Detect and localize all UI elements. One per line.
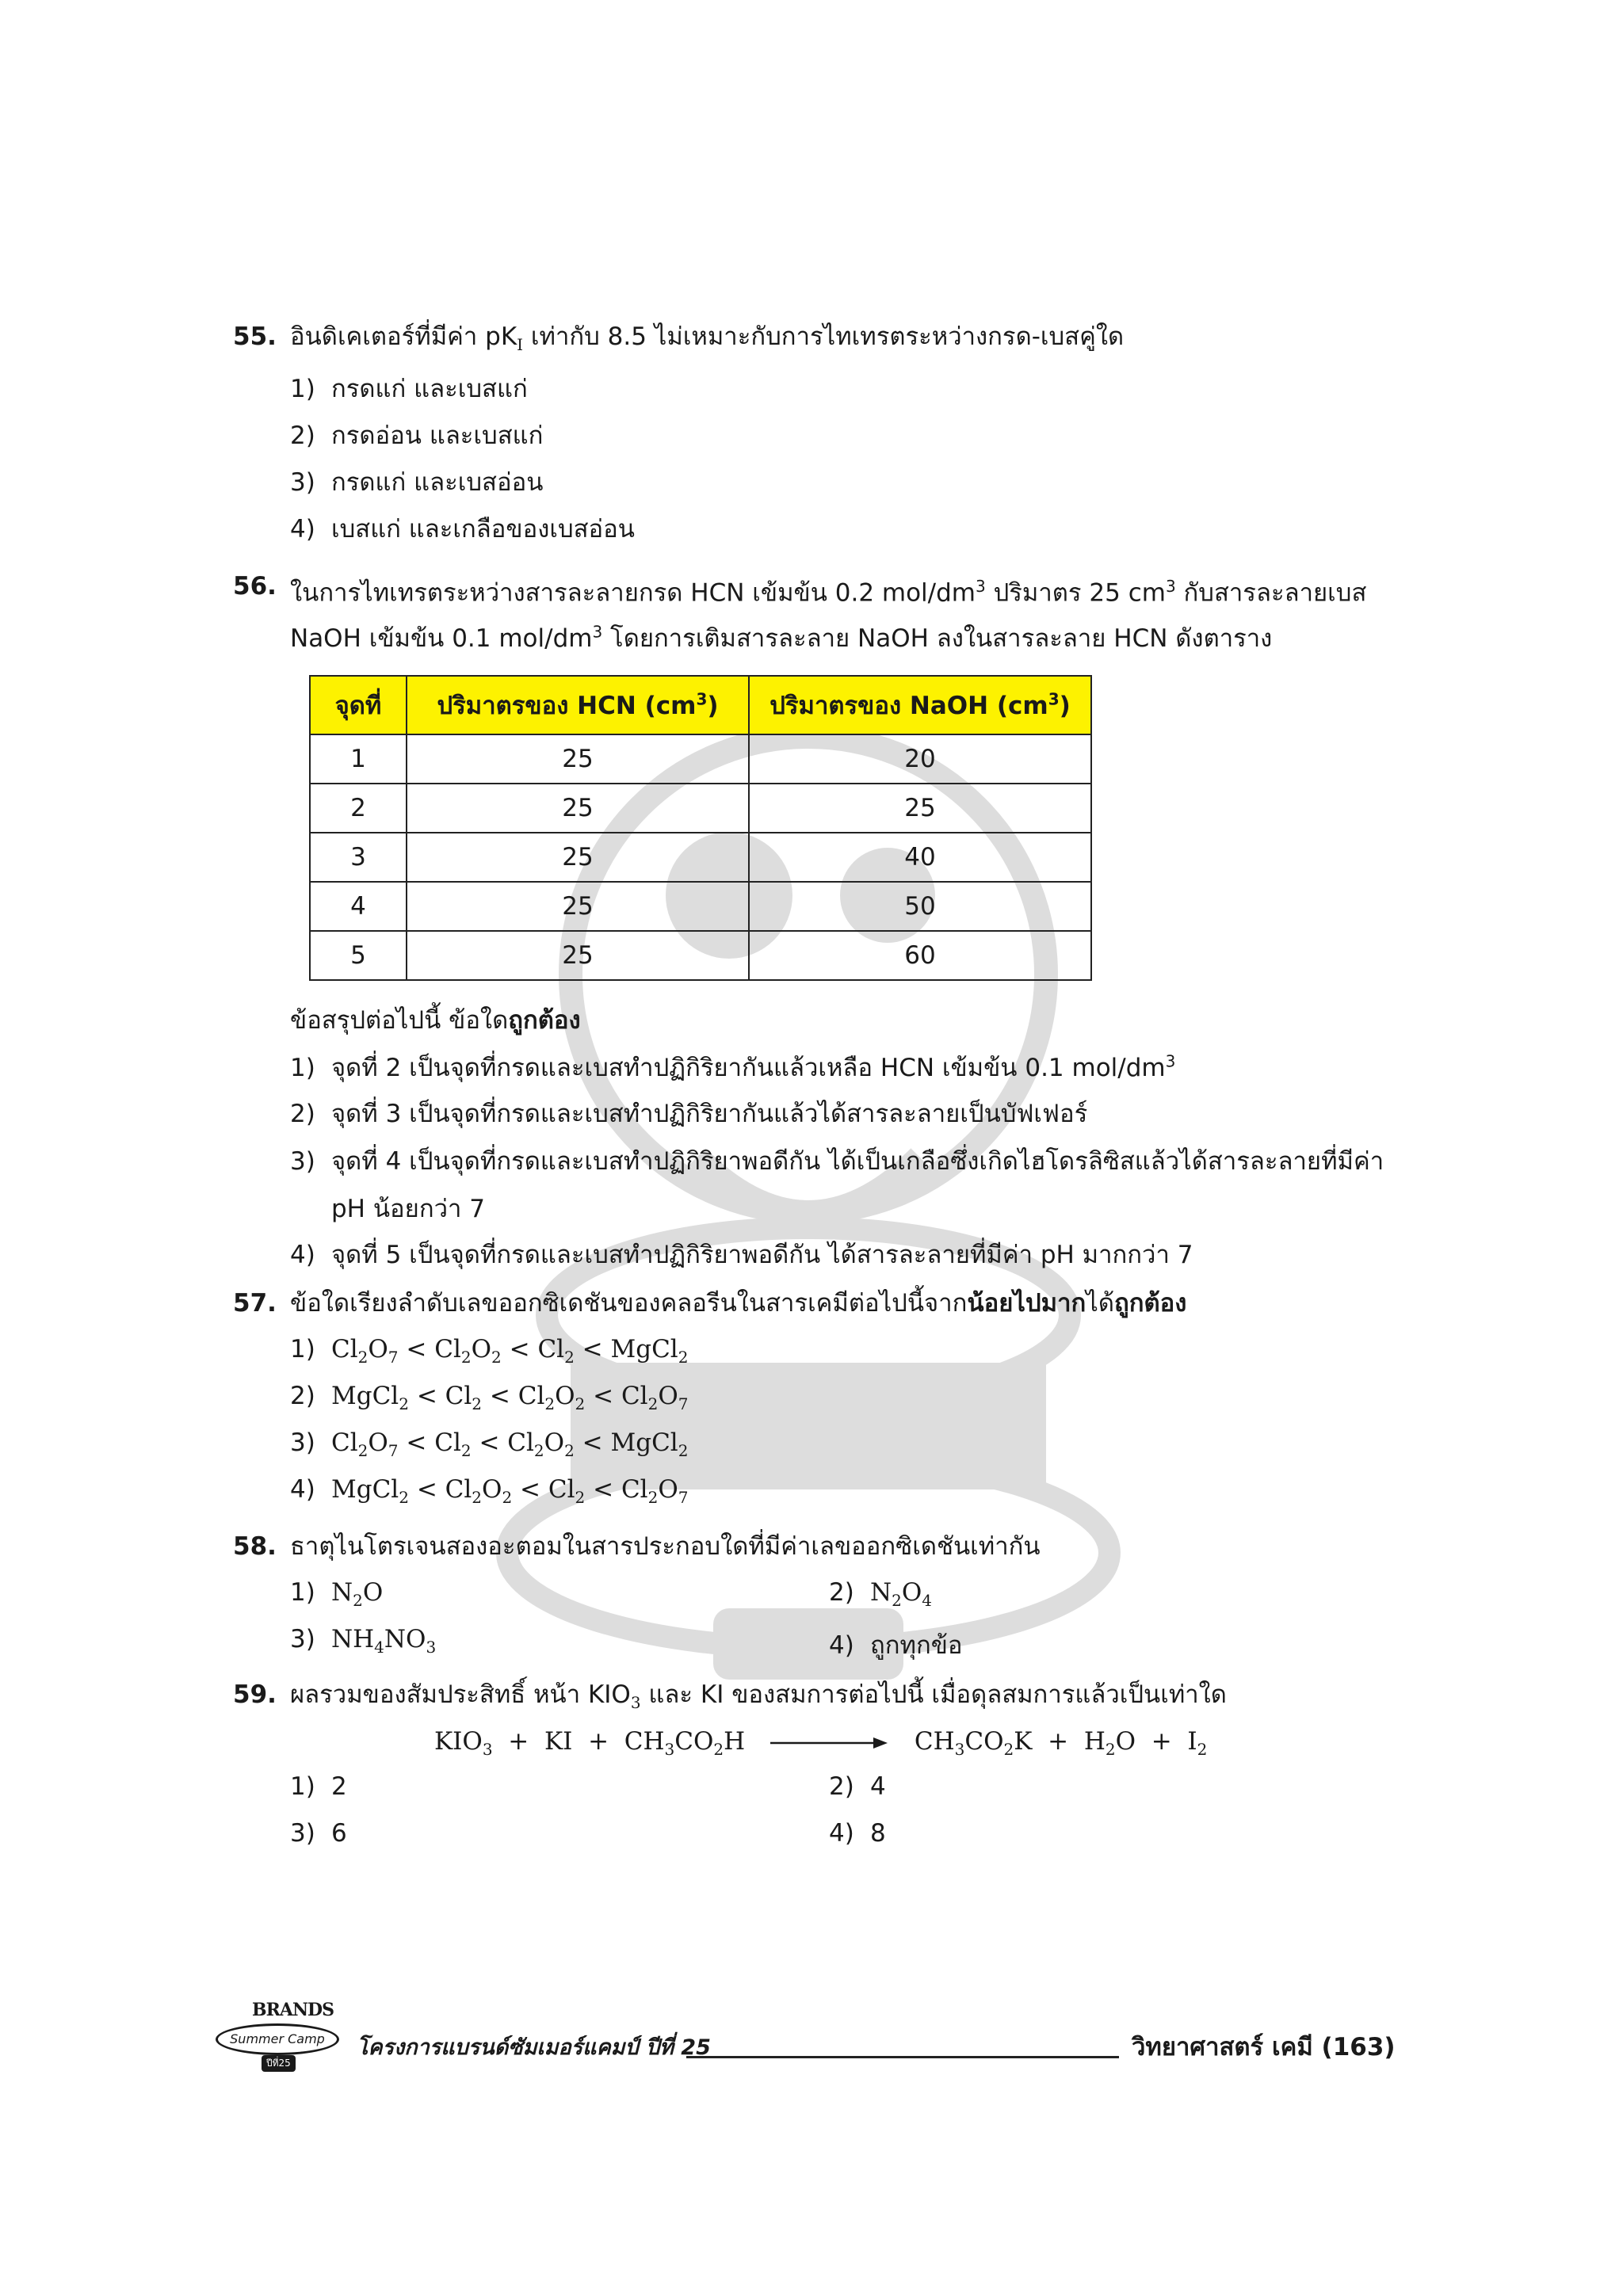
question-text: ในการไทเทรตระหว่างสารละลายกรด HCN เข้มข้น 0.2 mol/$dm^3$ ปริมาตร 25 $cm^3$ กับสารละลายเบส	[290, 577, 1367, 608]
question-text: อินดิเคเตอร์ที่มีค่า $pK_I$ เท่ากับ 8.5 ไม่เหมาะกับการไทเทรตระหว่างกรด-เบสคู่ใด	[290, 322, 1125, 355]
option-59-2: 2) 4	[829, 1772, 886, 1801]
question-number: 58.	[233, 1532, 277, 1561]
option-58-2: 2) $N_2O_4$	[829, 1578, 933, 1611]
option-58-1: 1) $N_2O$	[290, 1578, 384, 1611]
option-56-2: 2) จุดที่ 3 เป็นจุดที่กรดและเบสทำปฏิกิริยากันแล้วได้สารละลายเป็นบัฟเฟอร์	[290, 1100, 1088, 1128]
question-56-line2: NaOH เข้มข้น 0.1 mol/$dm^3$ โดยการเติมสารละลาย NaOH ลงในสารละลาย HCN ดังตาราง	[290, 622, 1273, 653]
option-57-2: 2) MgCl$_2$ < $Cl_2 < Cl_2O_2 < Cl_2O_7$	[290, 1382, 689, 1414]
conclusion-prompt: ข้อสรุปต่อไปนี้ ข้อใดถูกต้อง	[290, 1006, 581, 1035]
option-55-2: 2) กรดอ่อน และเบสแก่	[290, 421, 544, 450]
footer-rule	[686, 2056, 1119, 2058]
option-56-3-cont: pH น้อยกว่า 7	[331, 1195, 485, 1223]
reaction-arrow-icon	[770, 1733, 889, 1753]
question-number: 57.	[233, 1289, 277, 1318]
option-55-1: 1) กรดแก่ และเบสแก่	[290, 375, 528, 403]
footer-page-subject: วิทยาศาสตร์ เคมี (163)	[1132, 2033, 1396, 2061]
logo-summer-camp: Summer Camp	[216, 2023, 339, 2055]
option-56-4: 4) จุดที่ 5 เป็นจุดที่กรดและเบสทำปฏิกิริยาพอดีกัน ได้สารละลายที่มีค่า pH มากกว่า 7	[290, 1241, 1193, 1269]
option-59-3: 3) 6	[290, 1819, 347, 1848]
table-row: 4 25 50	[310, 882, 1091, 931]
question-text: ข้อใดเรียงลำดับเลขออกซิเดชันของคลอรีนในสารเคมีต่อไปนี้จากน้อยไปมากได้ถูกต้อง	[290, 1289, 1187, 1318]
table-header: จุดที่	[310, 676, 407, 734]
option-59-1: 1) 2	[290, 1772, 347, 1801]
question-text: ผลรวมของสัมประสิทธิ์ หน้า $KIO_3$ และ KI ของสมการต่อไปนี้ เมื่อดุลสมการแล้วเป็นเท่าใด	[290, 1680, 1227, 1713]
option-56-3: 3) จุดที่ 4 เป็นจุดที่กรดและเบสทำปฏิกิริยาพอดีกัน ได้เป็นเกลือซึ่งเกิดไฮโดรลิซิสแล้วได้สารละลายที่มีค่า	[290, 1147, 1384, 1176]
titration-table	[309, 675, 1092, 981]
logo-brand-text: BRANDS	[252, 2000, 334, 2020]
option-57-4: 4) MgCl$_2$ < $Cl_2O_2 < Cl_2 < Cl_2O_7$	[290, 1475, 689, 1508]
question-number: 56.	[233, 572, 277, 601]
table-header: ปริมาตรของ NaOH $(cm^3)$	[749, 676, 1091, 734]
option-58-3: 3) $NH_4NO_3$	[290, 1625, 437, 1657]
option-59-4: 4) 8	[829, 1819, 886, 1848]
option-55-3: 3) กรดแก่ และเบสอ่อน	[290, 468, 544, 497]
table-row: 1 25 20	[310, 734, 1091, 784]
question-number: 59.	[233, 1680, 277, 1709]
option-55-4: 4) เบสแก่ และเกลือของเบสอ่อน	[290, 515, 635, 543]
chemical-equation: $KIO_3$ + KI + $CH_3CO_2H$ $CH_3CO_2K + H_2O + I_2$	[434, 1727, 1208, 1760]
footer-project-title: โครงการแบรนด์ซัมเมอร์แคมป์ ปีที่ 25	[357, 2035, 711, 2060]
question-text: ธาตุไนโตรเจนสองอะตอมในสารประกอบใดที่มีค่าเลขออกซิเดชันเท่ากัน	[290, 1532, 1041, 1561]
option-56-1: 1) จุดที่ 2 เป็นจุดที่กรดและเบสทำปฏิกิริยากันแล้วเหลือ HCN เข้มข้น 0.1 mol/$dm^3$	[290, 1051, 1176, 1082]
table-row: 2 25 25	[310, 784, 1091, 833]
option-57-3: 3) $Cl_2O_7 < Cl_2 < Cl_2O_2$ < MgCl$_2$	[290, 1428, 689, 1461]
option-57-1: 1) $Cl_2O_7 < Cl_2O_2 < Cl_2$ < MgCl$_2$	[290, 1335, 689, 1367]
question-number: 55.	[233, 322, 277, 351]
table-row: 5 25 60	[310, 931, 1091, 980]
logo-year-badge: ปีที่25	[262, 2055, 296, 2072]
footer-logo	[212, 2000, 346, 2076]
option-58-4: 4) ถูกทุกข้อ	[829, 1631, 963, 1660]
table-header: ปริมาตรของ HCN $(cm^3)$	[407, 676, 749, 734]
table-row: 3 25 40	[310, 833, 1091, 882]
